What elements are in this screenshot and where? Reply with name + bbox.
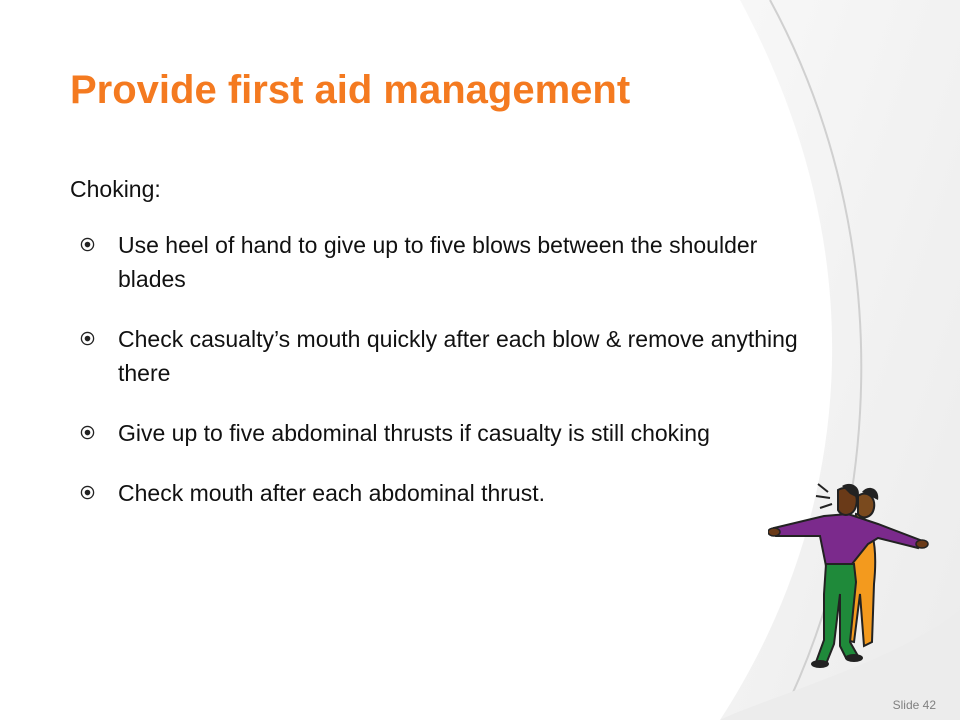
choking-first-aid-figure-icon <box>768 474 932 674</box>
radio-bullet-icon <box>80 331 95 346</box>
slide-title: Provide first aid management <box>70 68 631 112</box>
section-subtitle: Choking: <box>70 176 161 202</box>
radio-bullet-icon <box>80 425 95 440</box>
bullet-text: Give up to five abdominal thrusts if casualty is still choking <box>118 420 710 446</box>
bullet-item <box>80 228 800 296</box>
slide-number: Slide 42 <box>892 698 936 712</box>
bullet-item <box>80 476 800 510</box>
bullet-text: Check mouth after each abdominal thrust. <box>118 480 546 506</box>
radio-bullet-icon <box>80 237 95 252</box>
bullet-list <box>80 228 800 536</box>
bullet-item <box>80 416 800 450</box>
bullet-item <box>80 322 800 390</box>
radio-bullet-icon <box>80 485 95 500</box>
bullet-text: Check casualty’s mouth quickly after each blow & remove anything there <box>118 326 798 386</box>
bullet-text: Use heel of hand to give up to five blows between the shoulder blades <box>118 232 758 292</box>
